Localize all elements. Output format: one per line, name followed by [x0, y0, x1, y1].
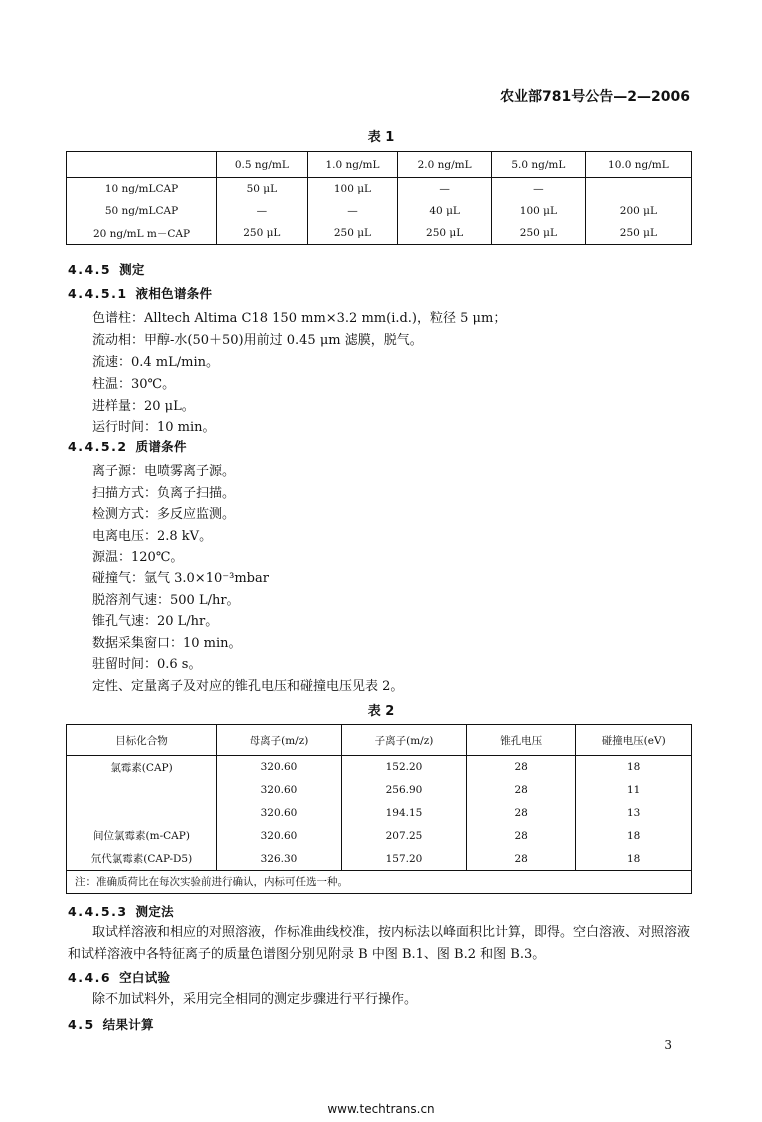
table-header-cell: 1.0 ng/mL — [307, 152, 398, 178]
footer-url: www.techtrans.cn — [327, 1102, 435, 1116]
text-line: 离子源：电喷雾离子源。 — [92, 464, 236, 479]
table-cell: 10 ng/mLCAP — [104, 183, 179, 195]
table-header-cell: 母离子(m/z) — [217, 725, 342, 756]
table-row — [67, 756, 692, 779]
table-cell: 50 μL — [217, 178, 308, 201]
table-header-row — [67, 152, 692, 178]
table-cell: — — [307, 200, 398, 222]
table-cell: 间位氯霉素(m-CAP) — [93, 830, 190, 843]
section-title: 测定 — [119, 262, 145, 277]
table-cell: 250 μL — [585, 222, 691, 245]
table-2-caption: 表 2 — [367, 704, 395, 719]
text-line: 电离电压：2.8 kV。 — [92, 529, 213, 544]
table-cell: 250 μL — [307, 222, 398, 245]
table-header-cell: 锥孔电压 — [467, 725, 576, 756]
table-cell: 157.20 — [342, 847, 467, 870]
table-cell: 194.15 — [342, 802, 467, 825]
section-title: 结果计算 — [102, 1017, 154, 1032]
section-title: 液相色谱条件 — [135, 286, 213, 301]
table-cell: 11 — [576, 779, 692, 802]
text-line: 色谱柱：Alltech Altima C18 150 mm×3.2 mm(i.d.)，粒径 5 μm； — [92, 311, 507, 326]
text-line: 运行时间：10 min。 — [92, 420, 216, 435]
table-cell — [67, 779, 217, 802]
table-row — [67, 824, 692, 847]
table-cell — [585, 178, 691, 201]
table-1 — [66, 151, 692, 245]
table-cell: 18 — [576, 756, 692, 779]
table-header-cell: 目标化合物 — [67, 725, 217, 756]
table-row — [67, 178, 692, 201]
table-cell: 氘代氯霉素(CAP-D5) — [90, 853, 193, 866]
section-number: 4.4.5.3 — [68, 904, 128, 919]
text-line: 流动相：甲醇-水(50＋50)用前过 0.45 μm 滤膜，脱气。 — [92, 333, 423, 348]
table-cell: 100 μL — [307, 178, 398, 201]
section-4-4-5-2-heading — [68, 437, 187, 455]
table-1-caption: 表 1 — [367, 130, 395, 145]
table-cell: 200 μL — [585, 200, 691, 222]
section-number: 4.4.5.2 — [68, 439, 128, 454]
table-cell: 18 — [576, 824, 692, 847]
text-line: 扫描方式：负离子扫描。 — [92, 486, 236, 501]
table-cell: 100 μL — [492, 200, 586, 222]
table-cell: 氯霉素(CAP) — [110, 761, 173, 774]
table-cell: 320.60 — [217, 802, 342, 825]
table-cell: 320.60 — [217, 824, 342, 847]
table-note-row — [67, 870, 692, 893]
table-cell: 50 ng/mLCAP — [104, 205, 179, 217]
table-header-cell: 子离子(m/z) — [342, 725, 467, 756]
table-cell: 256.90 — [342, 779, 467, 802]
text-line: 碰撞气：氩气 3.0×10⁻³mbar — [92, 571, 269, 586]
table-cell: 326.30 — [217, 847, 342, 870]
section-4-4-6-heading — [68, 968, 170, 986]
table-cell: 250 μL — [398, 222, 492, 245]
table-header-cell: 2.0 ng/mL — [398, 152, 492, 178]
table-cell: 320.60 — [217, 756, 342, 779]
table-cell: — — [398, 178, 492, 201]
section-number: 4.4.5.1 — [68, 286, 128, 301]
text-line: 数据采集窗口：10 min。 — [92, 636, 242, 651]
table-cell: — — [492, 178, 586, 201]
text-line: 流速：0.4 mL/min。 — [92, 355, 220, 370]
table-header-cell: 碰撞电压(eV) — [576, 725, 692, 756]
table-cell: 28 — [467, 802, 576, 825]
table-row — [67, 222, 692, 245]
table-header-cell: 10.0 ng/mL — [585, 152, 691, 178]
table-note: 注：准确质荷比在每次实验前进行确认，内标可任选一种。 — [67, 870, 692, 893]
table-cell: 207.25 — [342, 824, 467, 847]
table-cell: 28 — [467, 779, 576, 802]
table-header-cell: 0.5 ng/mL — [217, 152, 308, 178]
section-number: 4.4.5 — [68, 262, 112, 277]
section-title: 测定法 — [135, 904, 174, 919]
text-line: 柱温：30℃。 — [92, 377, 176, 392]
paragraph: 除不加试料外，采用完全相同的测定步骤进行平行操作。 — [92, 992, 418, 1007]
page-number: 3 — [664, 1038, 672, 1052]
table-cell: 40 μL — [398, 200, 492, 222]
table-row — [67, 200, 692, 222]
table-header-cell: 5.0 ng/mL — [492, 152, 586, 178]
section-4-4-5-1-heading — [68, 284, 212, 302]
text-line: 驻留时间：0.6 s。 — [92, 657, 202, 672]
table-row — [67, 802, 692, 825]
text-line: 检测方式：多反应监测。 — [92, 507, 236, 522]
text-line: 脱溶剂气速：500 L/hr。 — [92, 593, 240, 608]
text-line: 定性、定量离子及对应的锥孔电压和碰撞电压见表 2。 — [92, 679, 404, 694]
document-header: 农业部781号公告—2—2006 — [500, 89, 690, 105]
section-4-4-5-heading — [68, 260, 145, 278]
table-header-row — [67, 725, 692, 756]
text-line: 进样量：20 μL。 — [92, 399, 195, 414]
table-cell: 320.60 — [217, 779, 342, 802]
table-cell: 250 μL — [217, 222, 308, 245]
table-cell: 28 — [467, 756, 576, 779]
section-4-4-5-3-heading — [68, 902, 174, 920]
table-cell: 28 — [467, 824, 576, 847]
table-2 — [66, 724, 692, 894]
paragraph: 取试样溶液和相应的对照溶液，作标准曲线校准，按内标法以峰面积比计算，即得。空白溶液、对照溶液和试样溶液中各特征离子的质量色谱图分别见附录 B 中图 B.1、图 B.2 和图 B.3。 — [68, 925, 691, 962]
table-cell: 18 — [576, 847, 692, 870]
table-header-cell — [67, 152, 217, 178]
section-number: 4.4.6 — [68, 970, 112, 985]
section-4-5-heading — [68, 1015, 154, 1033]
table-cell: 13 — [576, 802, 692, 825]
table-row — [67, 847, 692, 870]
text-line: 锥孔气速：20 L/hr。 — [92, 614, 219, 629]
table-cell: 152.20 — [342, 756, 467, 779]
table-row — [67, 779, 692, 802]
table-cell — [67, 802, 217, 825]
section-number: 4.5 — [68, 1017, 95, 1032]
text-line: 源温：120℃。 — [92, 550, 184, 565]
table-cell: 28 — [467, 847, 576, 870]
table-cell: 20 ng/mL m－CAP — [92, 227, 191, 240]
table-cell: — — [217, 200, 308, 222]
section-title: 质谱条件 — [135, 439, 187, 454]
table-cell: 250 μL — [492, 222, 586, 245]
section-title: 空白试验 — [119, 970, 171, 985]
